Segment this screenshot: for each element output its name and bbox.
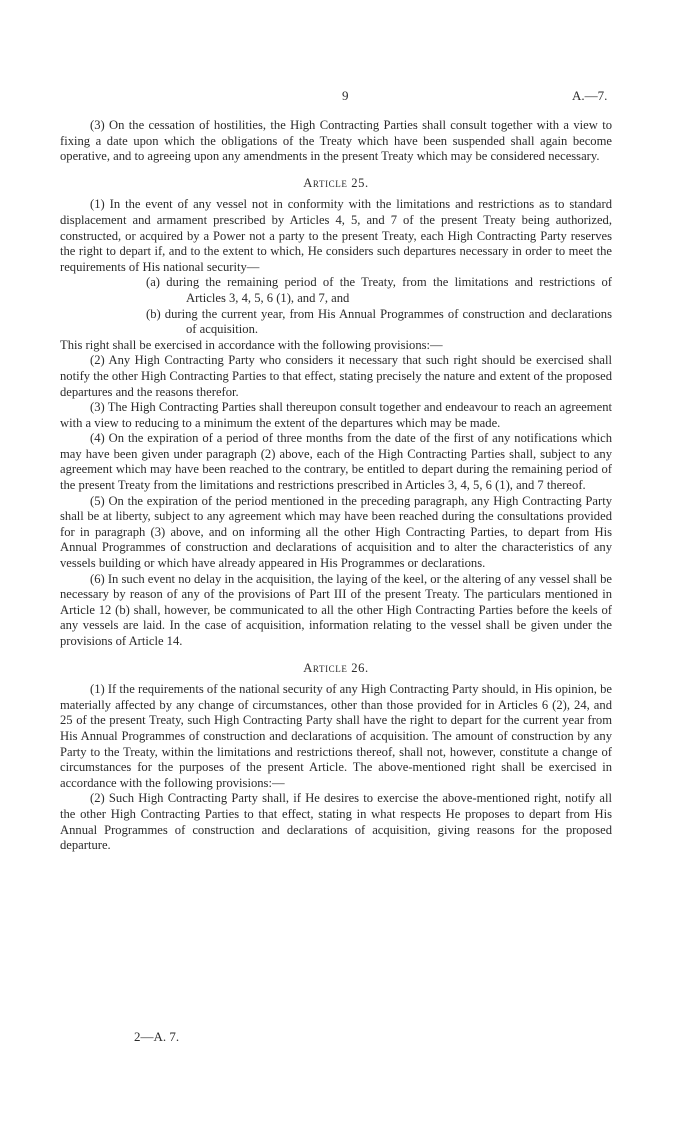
- article-25-paragraph-6: (6) In such event no delay in the acquisition, the laying of the keel, or the altering of any vessel shall be necessary by reason of any of the provisions of Part III of the present Treaty. The particulars mentioned in Article 12 (b) shall, however, be communicated to all the other High Contracting Parties before the keels of any vessels are laid. In the case of acquisition, information relating to the vessel shall be given under the provisions of Article 14.: [60, 571, 612, 648]
- article-25-paragraph-3: (3) The High Contracting Parties shall thereupon consult together and endeavour to reach an agreement with a view to reducing to a minimum the extent of the departures which may be made.: [60, 400, 612, 430]
- article-25-paragraph-2: (2) Any High Contracting Party who considers it necessary that such right should be exercised shall notify the other High Contracting Parties to that effect, stating precisely the nature and extent of the proposed departures and the reasons therefor.: [60, 353, 612, 399]
- document-body: [60, 118, 612, 854]
- page-number: 9: [342, 88, 349, 103]
- article-26-paragraph-2: (2) Such High Contracting Party shall, if He desires to exercise the above-mentioned right, notify all the other High Contracting Parties to that effect, stating in what respects He proposes to depart from His Annual Programmes of construction and declarations of acquisition, giving reasons for the proposed departure.: [60, 791, 612, 853]
- footer-signature: 2—A. 7.: [134, 1029, 180, 1044]
- article-25-item-b: (b) during the current year, from His Annual Programmes of construction and declarations of acquisition.: [146, 306, 612, 337]
- article-26-heading: Article 26.: [303, 660, 369, 675]
- article-25-paragraph-4: (4) On the expiration of a period of three months from the date of the first of any notifications which may have been given under paragraph (2) above, each of the High Contracting Parties shall, subject to any agreement which may have been reached to the contrary, be entitled to depart during the remaining period of the present Treaty from the limitations and restrictions prescribed in Articles 3, 4, 5, 6 (1), and 7 thereof.: [60, 431, 612, 493]
- document-reference: A.—7.: [572, 88, 608, 103]
- article-25-right-clause: This right shall be exercised in accordance with the following provisions:—: [60, 337, 443, 352]
- article-25-item-a: (a) during the remaining period of the Treaty, from the limitations and restrictions of Articles 3, 4, 5, 6 (1), and 7, and: [146, 275, 612, 305]
- article-25-heading: Article 25.: [303, 175, 369, 190]
- article-25-paragraph-5: (5) On the expiration of the period mentioned in the preceding paragraph, any High Contracting Party shall be at liberty, subject to any agreement which may have been reached during the consultations provided for in paragraph (3) above, and on informing all the other High Contracting Parties, to depart from His Annual Programmes of construction and declarations of acquisition and to alter the characteristics of any vessels building or which have already appeared in His Programmes or declarations.: [60, 493, 612, 571]
- article-26-paragraph-1: (1) If the requirements of the national security of any High Contracting Party should, in His opinion, be materially affected by any change of circumstances, other than those provided for in Articles 6 (2), 24, and 25 of the present Treaty, such High Contracting Party shall have the right to depart for the current year from His Annual Programmes of construction and declarations of acquisition. The amount of construction by any Party to the Treaty, within the limitations and restrictions thereof, shall not, however, constitute a change of circumstances for the purposes of the present Article. The above-mentioned right shall be exercised in accordance with the following provisions:—: [60, 682, 612, 790]
- article-24-paragraph-3: (3) On the cessation of hostilities, the High Contracting Parties shall consult together with a view to fixing a date upon which the obligations of the Treaty which have been suspended shall again become operative, and to agreeing upon any amendments in the present Treaty which may be considered necessary.: [60, 118, 612, 164]
- article-25-paragraph-1: (1) In the event of any vessel not in conformity with the limitations and restrictions as to standard displacement and armament prescribed by Articles 4, 5, and 7 of the present Treaty being authorized, constructed, or acquired by a Power not a party to the present Treaty, each High Contracting Party reserves the right to depart if, and to the extent to which, He considers such departures necessary in order to meet the requirements of His national security—: [60, 197, 612, 274]
